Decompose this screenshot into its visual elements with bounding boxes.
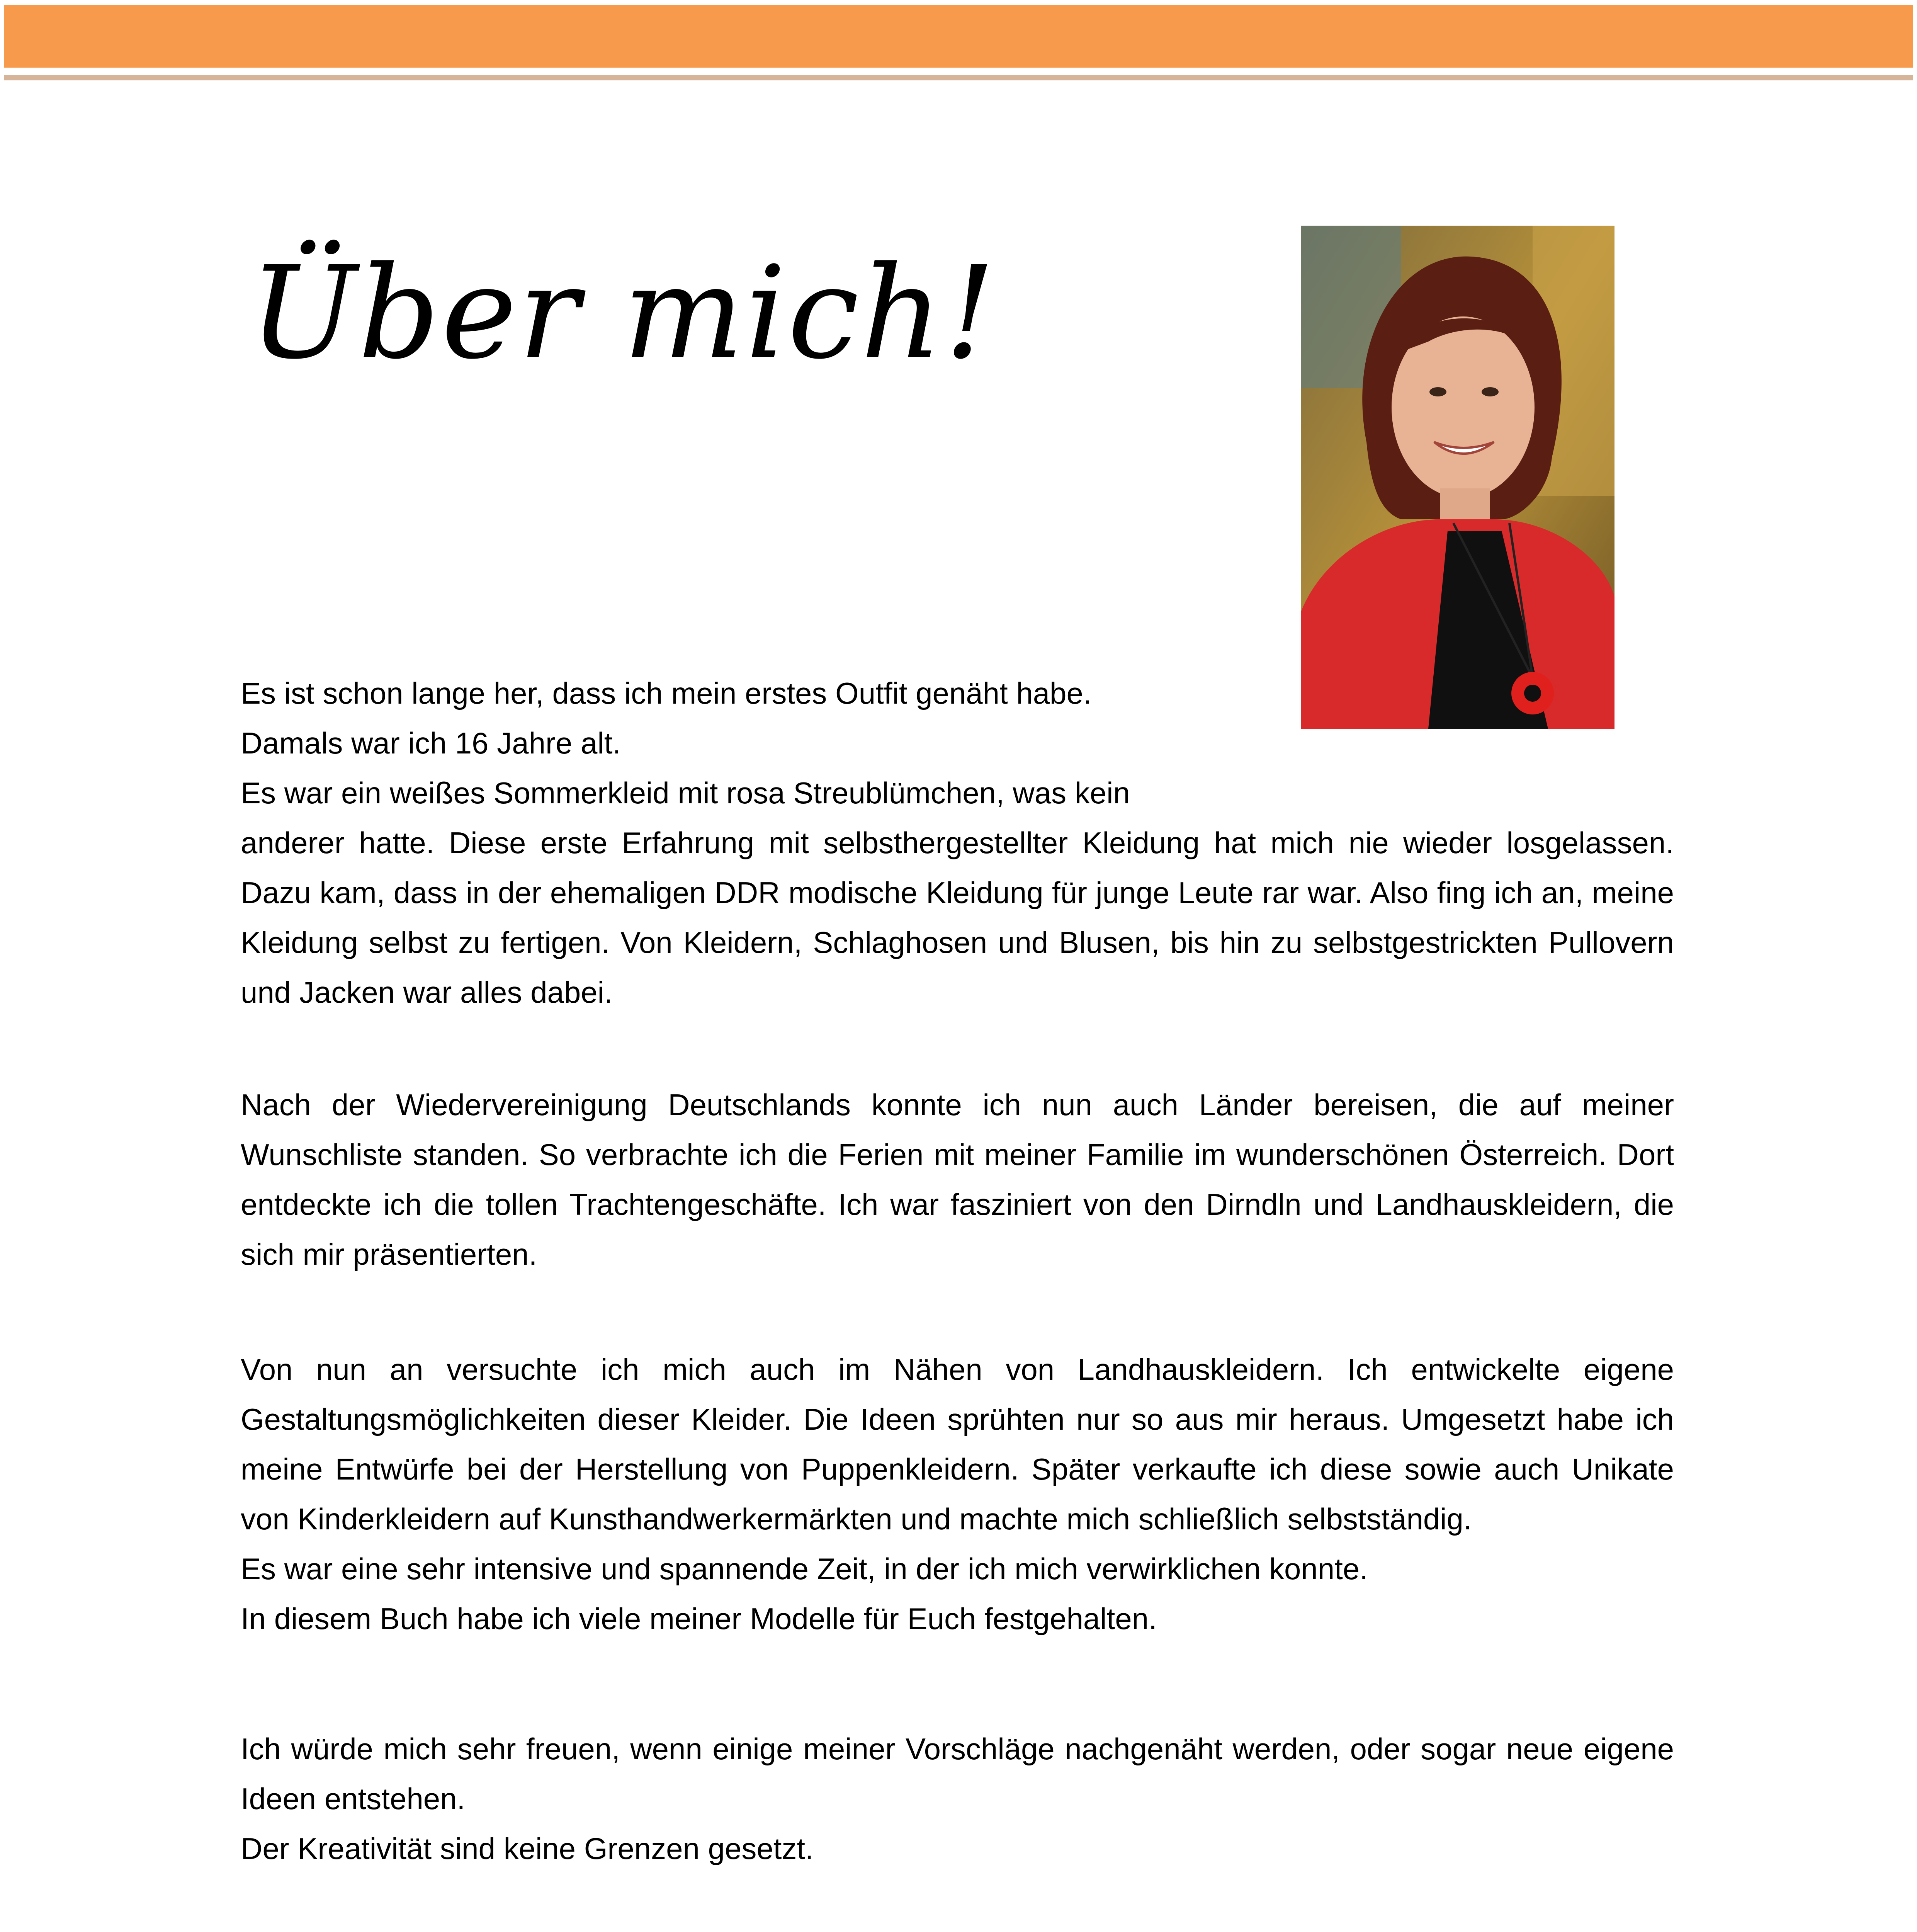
paragraph-text: Es war eine sehr intensive und spannende Zeit, in der ich mich verwirklichen konnte. (241, 1552, 1368, 1586)
paragraph-text: In diesem Buch habe ich viele meiner Modelle für Euch festgehalten. (241, 1602, 1157, 1636)
paragraph-3 (241, 1345, 1674, 1644)
page-title: Über mich! (249, 239, 997, 387)
paragraph-2 (241, 1080, 1674, 1279)
paragraph-text: Der Kreativität sind keine Grenzen gesetzt. (241, 1832, 814, 1866)
paragraph-text: Nach der Wiedervereinigung Deutschlands konnte ich nun auch Länder bereisen, die auf meiner Wunschliste standen. So verbrachte ich die Ferien mit meiner Familie im wunderschönen Österreich. Dort entdeckte ich die tollen Trachtengeschäfte. Ich war fasziniert von den Dirndln und Landhauskleidern, die sich mir präsentierten. (241, 1088, 1674, 1271)
header-bar (4, 5, 1913, 68)
header-rule (4, 75, 1913, 80)
intro-line: Damals war ich 16 Jahre alt. (241, 726, 621, 760)
paragraph-1 (241, 818, 1674, 1017)
intro-line: Es ist schon lange her, dass ich mein erstes Outfit genäht habe. (241, 676, 1092, 710)
paragraph-text: Ich würde mich sehr freuen, wenn einige meiner Vorschläge nachgenäht werden, oder sogar neue eigene Ideen entstehen. (241, 1732, 1674, 1816)
paragraph-text: Von nun an versuchte ich mich auch im Nähen von Landhauskleidern. Ich entwickelte eigene Gestaltungsmöglichkeiten dieser Kleider. Die Ideen sprühten nur so aus mir heraus. Umgesetzt habe ich meine Entwürfe bei der Herstellung von Puppenkleidern. Später verkaufte ich diese sowie auch Unikate von Kinderkleidern auf Kunsthandwerkermärkten und machte mich schließlich selbstständig. (241, 1352, 1674, 1536)
paragraph-4 (241, 1724, 1674, 1874)
intro-line: Es war ein weißes Sommerkleid mit rosa Streublümchen, was kein (241, 776, 1130, 810)
portrait-photo (1301, 226, 1614, 729)
intro-lines (241, 668, 1214, 818)
paragraph-text: anderer hatte. Diese erste Erfahrung mit selbsthergestellter Kleidung hat mich nie wieder losgelassen. Dazu kam, dass in der ehemaligen DDR modische Kleidung für junge Leute rar war. Also fing ich an, meine Kleidung selbst zu fertigen. Von Kleidern, Schlaghosen und Blusen, bis hin zu selbstgestrickten Pullovern und Jacken war alles dabei. (241, 826, 1674, 1009)
